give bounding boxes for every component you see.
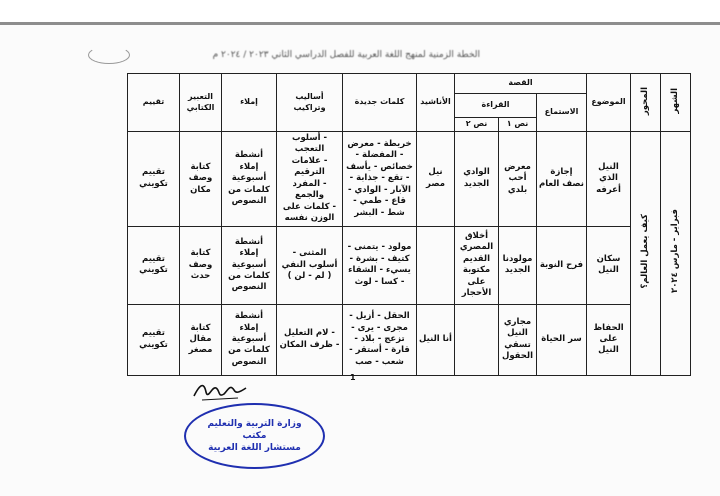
- listening-cell: إجازة نصف العام: [537, 132, 587, 227]
- header-month: الشهر: [661, 74, 691, 132]
- header-styles: أساليب وتراكيب: [277, 74, 343, 132]
- axis-cell: كيف يعمل العالم؟: [631, 132, 661, 376]
- new-words-cell: خريطة - معرض - المفضلة - خصائص - يأسف - تقع - جذابة - الآبار - الوادي - قاع - طمي - شط - البشر: [343, 132, 417, 227]
- document-title: الخطة الزمنية لمنهج اللغة العربية للفصل الدراسي الثاني ٢٠٢٣ / ٢٠٢٤ م: [212, 50, 480, 60]
- topic-cell: النيل الذي أعرفه: [587, 132, 631, 227]
- writing-cell: كتابة وصف حدث: [180, 226, 222, 304]
- header-anthems: الأناشيد: [417, 74, 455, 132]
- header-text-2: نص ٢: [455, 118, 499, 132]
- text-1-cell: معرض أحب بلدي: [499, 132, 537, 227]
- table-row: [128, 132, 691, 227]
- ministry-logo-fragment: [88, 46, 130, 64]
- dictation-cell: أنشطة إملاء أسبوعية كلمات من النصوص: [222, 226, 277, 304]
- styles-cell: - لام التعليل - ظرف المكان: [277, 304, 343, 375]
- new-words-cell: الحقل - أزيل - مجرى - يرى - تزعج - بلاد - قارة - أستقر - شعب - صب: [343, 304, 417, 375]
- header-assessment: تقييم: [128, 74, 180, 132]
- assessment-cell: تقييم تكويني: [128, 226, 180, 304]
- header-new-words: كلمات جديدة: [343, 74, 417, 132]
- text-2-cell: [455, 304, 499, 375]
- text-1-cell: مولودنا الجديد: [499, 226, 537, 304]
- anthem-cell: [417, 226, 455, 304]
- topic-cell: الحفاظ على النيل: [587, 304, 631, 375]
- table-row: [128, 304, 691, 375]
- curriculum-plan-table: [127, 73, 691, 376]
- text-2-cell: الوادي الجديد: [455, 132, 499, 227]
- header-topic: الموضوع: [587, 74, 631, 132]
- ministry-stamp: [184, 403, 325, 469]
- header-writing: التعبير الكتابي: [180, 74, 222, 132]
- writing-cell: كتابة وصف مكان: [180, 132, 222, 227]
- stamp-line-advisor: مستشار اللغة العربية: [208, 443, 301, 454]
- assessment-cell: تقييم تكويني: [128, 132, 180, 227]
- anthem-cell: نيل مصر: [417, 132, 455, 227]
- header-text-1: نص ١: [499, 118, 537, 132]
- text-2-cell: أخلاق المصري القديم مكتوبة على الأحجار: [455, 226, 499, 304]
- stamp-line-ministry: وزارة التربية والتعليم: [207, 418, 302, 429]
- dictation-cell: أنشطة إملاء أسبوعية كلمات من النصوص: [222, 304, 277, 375]
- text-1-cell: مجاري النيل تسقي الحقول: [499, 304, 537, 375]
- listening-cell: سر الحياة: [537, 304, 587, 375]
- header-story: القصة: [455, 74, 587, 94]
- writing-cell: كتابة مقال مصغر: [180, 304, 222, 375]
- new-words-cell: مولود - يتمنى - كتيف - بشرة - يسيء - الشقاء - كسا - لوث: [343, 226, 417, 304]
- stamp-line-office: مكتب: [242, 430, 267, 441]
- anthem-cell: أنا النيل: [417, 304, 455, 375]
- header-reading: القراءة: [455, 94, 537, 118]
- header-dictation: إملاء: [222, 74, 277, 132]
- page-number: 1: [350, 373, 356, 382]
- styles-cell: - أسلوب التعجب - علامات الترقيم - المفرد والجمع - كلمات على الوزن نفسه: [277, 132, 343, 227]
- header-listening: الاستماع: [537, 94, 587, 132]
- header-axis: المحور: [631, 74, 661, 132]
- assessment-cell: تقييم تكويني: [128, 304, 180, 375]
- styles-cell: المثنى - أسلوب النفي ( لم - لن ): [277, 226, 343, 304]
- top-band: [0, 0, 720, 22]
- signature-image: [190, 378, 250, 404]
- topic-cell: سكان النيل: [587, 226, 631, 304]
- listening-cell: فرح النوبة: [537, 226, 587, 304]
- dictation-cell: أنشطة إملاء أسبوعية كلمات من النصوص: [222, 132, 277, 227]
- month-cell: فبراير - مارس ٢٠٢٤: [661, 132, 691, 376]
- table-row: [128, 226, 691, 304]
